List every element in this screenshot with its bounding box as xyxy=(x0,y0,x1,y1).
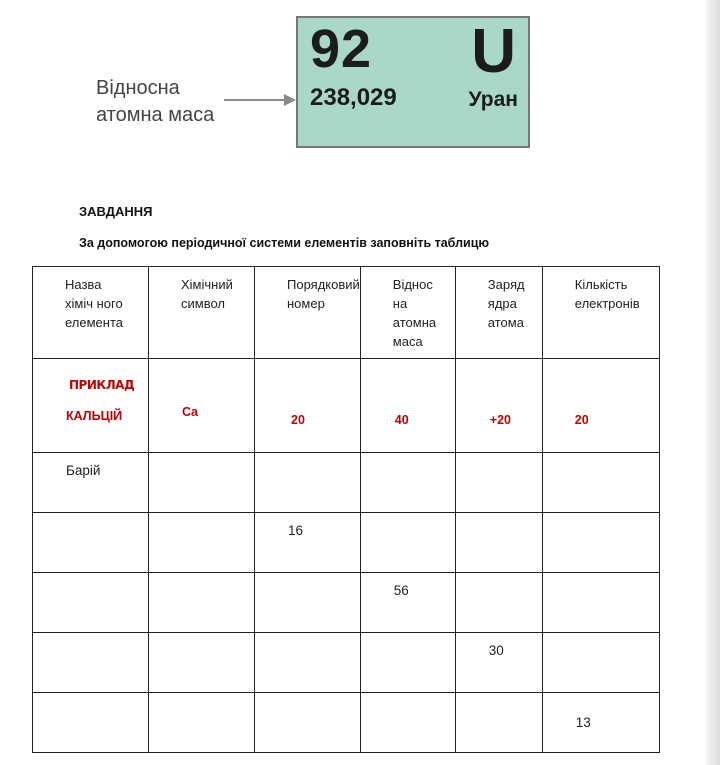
cell-number[interactable] xyxy=(255,513,361,573)
table-row xyxy=(33,693,660,753)
cell-value xyxy=(149,573,254,581)
callout-line-1: Відносна xyxy=(96,77,180,99)
cell-value xyxy=(33,513,148,521)
cell-value xyxy=(543,573,659,581)
element-card xyxy=(296,16,530,148)
cell-electrons[interactable] xyxy=(542,693,659,753)
header-symbol xyxy=(149,267,255,359)
cell-value xyxy=(361,513,455,521)
cell-number[interactable] xyxy=(255,633,361,693)
callout-line-2: атомна маса xyxy=(96,104,215,126)
example-electrons: 20 xyxy=(574,413,589,427)
cell-value xyxy=(149,693,254,701)
example-symbol: Ca xyxy=(182,405,198,419)
table-row xyxy=(33,633,660,693)
header-line: Кількість xyxy=(574,277,628,292)
cell-value xyxy=(456,573,542,581)
cell-value xyxy=(361,453,455,461)
example-electrons-cell xyxy=(542,359,659,453)
cell-electrons[interactable] xyxy=(542,633,659,693)
cell-symbol[interactable] xyxy=(149,573,255,633)
cell-value xyxy=(543,513,659,521)
cell-charge[interactable] xyxy=(455,693,542,753)
header-line: Хімічний xyxy=(181,277,233,292)
cell-name[interactable] xyxy=(33,573,149,633)
header-line: елемента xyxy=(65,315,123,330)
cell-value xyxy=(149,633,254,641)
cell-charge[interactable] xyxy=(455,513,542,573)
cell-number[interactable] xyxy=(255,693,361,753)
cell-electrons[interactable] xyxy=(542,453,659,513)
element-name: Уран xyxy=(468,88,518,111)
table-row xyxy=(33,513,660,573)
header-line: електронів xyxy=(574,296,640,311)
cell-name[interactable] xyxy=(33,693,149,753)
cell-value xyxy=(255,693,360,701)
task-instruction: За допомогою періодичної системи елементів заповніть таблицю xyxy=(79,236,490,250)
header-line: хіміч ного xyxy=(65,296,123,311)
table-row xyxy=(33,453,660,513)
example-tag: ПРИКЛАД xyxy=(69,378,135,392)
cell-value xyxy=(33,573,148,581)
cell-number[interactable] xyxy=(255,453,361,513)
cell-symbol[interactable] xyxy=(149,693,255,753)
cell-value xyxy=(255,633,360,641)
cell-value xyxy=(361,633,455,641)
example-name: КАЛЬЦІЙ xyxy=(66,409,123,423)
cell-mass[interactable] xyxy=(360,453,455,513)
header-electrons xyxy=(542,267,659,359)
example-mass: 40 xyxy=(394,413,409,427)
header-charge xyxy=(455,267,542,359)
cell-value: Барій xyxy=(66,463,101,478)
table-header-row xyxy=(33,267,660,359)
cell-value: 30 xyxy=(488,643,504,658)
cell-value xyxy=(361,693,455,701)
cell-mass[interactable] xyxy=(360,513,455,573)
callout-label xyxy=(96,75,214,129)
table-row xyxy=(33,573,660,633)
header-name xyxy=(33,267,149,359)
header-line: Заряд xyxy=(487,277,525,292)
example-number: 20 xyxy=(291,413,305,427)
cell-charge[interactable] xyxy=(455,633,542,693)
cell-charge[interactable] xyxy=(455,453,542,513)
header-line: символ xyxy=(181,296,225,311)
element-symbol: U xyxy=(471,17,516,86)
cell-symbol[interactable] xyxy=(149,453,255,513)
header-number xyxy=(255,267,361,359)
atomic-number: 92 xyxy=(310,19,373,79)
cell-value xyxy=(255,573,360,581)
cell-mass[interactable] xyxy=(360,633,455,693)
header-line: маса xyxy=(392,334,423,349)
atomic-mass: 238,029 xyxy=(310,84,397,111)
example-charge: +20 xyxy=(489,413,511,427)
example-number-cell xyxy=(255,359,361,453)
header-line: атомна xyxy=(392,315,437,330)
header-line: на xyxy=(392,296,408,311)
page-edge-shadow xyxy=(706,0,720,765)
cell-value xyxy=(543,633,659,641)
example-row xyxy=(33,359,660,453)
cell-symbol[interactable] xyxy=(149,633,255,693)
cell-value xyxy=(456,453,542,461)
cell-mass[interactable] xyxy=(360,573,455,633)
example-symbol-cell xyxy=(149,359,255,453)
cell-value: 56 xyxy=(393,583,409,598)
header-line: атома xyxy=(487,315,524,330)
cell-value: 16 xyxy=(288,523,304,538)
cell-value xyxy=(149,513,254,521)
cell-value xyxy=(33,633,148,641)
example-name-cell xyxy=(33,359,149,453)
cell-charge[interactable] xyxy=(455,573,542,633)
cell-number[interactable] xyxy=(255,573,361,633)
callout-arrow-icon xyxy=(224,92,296,108)
header-line: Назва xyxy=(65,277,102,292)
cell-electrons[interactable] xyxy=(542,573,659,633)
task-title: ЗАВДАННЯ xyxy=(79,204,153,219)
cell-symbol[interactable] xyxy=(149,513,255,573)
cell-value xyxy=(255,453,360,461)
header-line: номер xyxy=(287,296,325,311)
cell-value xyxy=(543,453,659,461)
cell-name[interactable] xyxy=(33,633,149,693)
example-mass-cell xyxy=(360,359,455,453)
cell-value xyxy=(456,693,542,701)
example-charge-cell xyxy=(455,359,542,453)
header-line: Порядковий xyxy=(287,277,360,292)
cell-value xyxy=(33,693,148,701)
cell-value: 13 xyxy=(575,715,591,730)
cell-electrons[interactable] xyxy=(542,513,659,573)
header-line: Віднос xyxy=(392,277,433,292)
cell-mass[interactable] xyxy=(360,693,455,753)
cell-name[interactable] xyxy=(33,453,149,513)
elements-table xyxy=(32,266,660,753)
cell-value xyxy=(456,513,542,521)
header-line: ядра xyxy=(487,296,517,311)
header-mass xyxy=(360,267,455,359)
cell-value xyxy=(149,453,254,461)
cell-name[interactable] xyxy=(33,513,149,573)
